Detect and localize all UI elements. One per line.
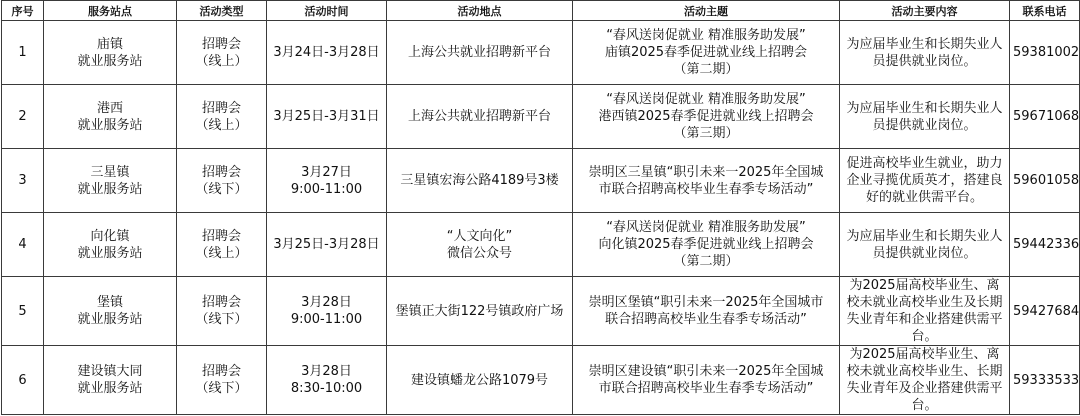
cell-type (177, 213, 267, 277)
cell-time (267, 85, 387, 149)
header-no: 序号 (2, 1, 44, 21)
type-line: （线上） (195, 117, 248, 133)
type-line: 招聘会 (201, 228, 241, 244)
cell-station (44, 149, 177, 213)
cell-type (177, 85, 267, 149)
cell-place (387, 85, 573, 149)
cell-no: 6 (2, 346, 44, 415)
cell-place (387, 21, 573, 85)
cell-phone: 59442336 (1010, 213, 1080, 277)
table-row (2, 213, 1080, 277)
station-line: 就业服务站 (77, 181, 143, 197)
header-row (2, 1, 1080, 21)
cell-place (387, 277, 573, 346)
cell-phone: 59601058 (1010, 149, 1080, 213)
table-row (2, 21, 1080, 85)
type-line: 招聘会 (201, 100, 241, 116)
place-line: 上海公共就业招聘新平台 (407, 45, 551, 60)
station-line: 就业服务站 (77, 117, 143, 133)
cell-topic (573, 85, 840, 149)
cell-content (840, 213, 1010, 277)
topic-line: （第三期） (673, 126, 739, 141)
topic-line: 联合招聘高校毕业生春季专场活动” (605, 312, 807, 327)
topic-line: 市联合招聘高校毕业生春季专场活动” (598, 181, 814, 197)
cell-type (177, 277, 267, 346)
time-line: 9:00-11:00 (290, 181, 363, 197)
cell-phone: 59333533 (1010, 346, 1080, 415)
cell-content (840, 277, 1010, 346)
cell-station (44, 85, 177, 149)
activity-table (1, 0, 1080, 415)
cell-topic (573, 346, 840, 415)
header-topic: 活动主题 (573, 1, 840, 21)
cell-time (267, 346, 387, 415)
cell-type (177, 149, 267, 213)
place-line: “人文向化” (446, 228, 513, 244)
content-text: 促进高校毕业生就业，助力企业寻揽优质英才，搭建良好的就业供需平台。 (846, 156, 1003, 205)
place-line: 建设镇蟠龙公路1079号 (410, 372, 549, 388)
cell-content (840, 85, 1010, 149)
cell-no: 5 (2, 277, 44, 346)
cell-topic (573, 213, 840, 277)
cell-phone: 59671068 (1010, 85, 1080, 149)
content-text: 为应届毕业生和长期失业人员提供就业岗位。 (846, 228, 1003, 261)
table-row (2, 149, 1080, 213)
time-line: 9:00-11:00 (290, 312, 363, 327)
header-phone: 联系电话 (1010, 1, 1080, 21)
cell-time (267, 21, 387, 85)
type-line: （线下） (195, 181, 248, 197)
type-line: 招聘会 (201, 295, 241, 310)
header-place: 活动地点 (387, 1, 573, 21)
cell-topic (573, 149, 840, 213)
topic-line: 向化镇2025春季促进就业线上招聘会 (598, 237, 814, 252)
table-row (2, 85, 1080, 149)
cell-place (387, 149, 573, 213)
cell-time (267, 277, 387, 346)
content-text: 为应届毕业生和长期失业人员提供就业岗位。 (846, 36, 1003, 69)
cell-phone: 59381002 (1010, 21, 1080, 85)
topic-line: 市联合招聘高校毕业生春季专场活动” (598, 381, 814, 396)
station-line: 就业服务站 (77, 312, 143, 327)
topic-line: 崇明区建设镇“职引未来一2025年全国城 (588, 364, 824, 379)
cell-content (840, 21, 1010, 85)
content-text: 为应届毕业生和长期失业人员提供就业岗位。 (846, 100, 1003, 133)
cell-station (44, 346, 177, 415)
place-line: 微信公众号 (446, 245, 512, 261)
header-time: 活动时间 (267, 1, 387, 21)
cell-place (387, 346, 573, 415)
time-line: 3月24日-3月28日 (273, 45, 380, 60)
cell-no: 1 (2, 21, 44, 85)
header-type: 活动类型 (177, 1, 267, 21)
cell-place (387, 213, 573, 277)
cell-content (840, 346, 1010, 415)
table-row (2, 346, 1080, 415)
cell-no: 4 (2, 213, 44, 277)
topic-line: 崇明区堡镇“职引未来一2025年全国城市 (588, 295, 824, 310)
time-line: 3月25日-3月28日 (273, 237, 380, 252)
type-line: （线上） (195, 245, 248, 261)
type-line: 招聘会 (201, 364, 241, 379)
type-line: 招聘会 (201, 164, 241, 180)
station-line: 就业服务站 (77, 381, 143, 396)
station-line: 向化镇 (90, 228, 130, 244)
cell-type (177, 346, 267, 415)
station-line: 堡镇 (96, 295, 123, 310)
station-line: 建设镇大同 (77, 364, 143, 379)
topic-line: 庙镇2025春季促进就业线上招聘会 (604, 45, 808, 60)
cell-content (840, 149, 1010, 213)
cell-station (44, 277, 177, 346)
cell-time (267, 213, 387, 277)
type-line: （线上） (195, 53, 248, 69)
type-line: （线下） (195, 381, 248, 396)
type-line: （线下） (195, 312, 248, 327)
header-station: 服务站点 (44, 1, 177, 21)
station-line: 庙镇 (96, 36, 123, 52)
place-line: 三星镇宏海公路4189号3楼 (400, 173, 559, 188)
type-line: 招聘会 (201, 36, 241, 52)
place-line: 堡镇正大街122号镇政府广场 (395, 303, 564, 319)
station-line: 就业服务站 (77, 245, 143, 261)
time-line: 3月27日 (301, 164, 352, 180)
time-line: 8:30-10:00 (290, 381, 363, 396)
cell-station (44, 21, 177, 85)
cell-topic (573, 277, 840, 346)
topic-line: “春风送岗促就业 精准服务助发展” (606, 220, 806, 235)
content-text: 为2025届高校毕业生、离校未就业高校毕业生及长期失业青年和企业搭建供需平台。 (846, 278, 1003, 344)
cell-topic (573, 21, 840, 85)
cell-type (177, 21, 267, 85)
topic-line: “春风送岗促就业 精准服务助发展” (606, 92, 806, 107)
topic-line: （第二期） (673, 254, 739, 269)
time-line: 3月28日 (301, 364, 352, 379)
cell-no: 3 (2, 149, 44, 213)
cell-time (267, 149, 387, 213)
cell-no: 2 (2, 85, 44, 149)
header-content: 活动主要内容 (840, 1, 1010, 21)
table-row (2, 277, 1080, 346)
station-line: 港西 (96, 100, 123, 116)
topic-line: “春风送岗促就业 精准服务助发展” (606, 28, 806, 43)
topic-line: 港西镇2025春季促进就业线上招聘会 (598, 109, 814, 124)
station-line: 三星镇 (90, 164, 130, 180)
cell-station (44, 213, 177, 277)
time-line: 3月28日 (301, 295, 352, 310)
time-line: 3月25日-3月31日 (273, 109, 380, 124)
content-text: 为2025届高校毕业生、离校未就业高校毕业生、长期失业青年及企业搭建供需平台。 (846, 347, 1003, 413)
cell-phone: 59427684 (1010, 277, 1080, 346)
topic-line: （第二期） (673, 62, 739, 77)
place-line: 上海公共就业招聘新平台 (407, 109, 551, 124)
topic-line: 崇明区三星镇“职引未来一2025年全国城 (588, 164, 824, 180)
station-line: 就业服务站 (77, 53, 143, 69)
